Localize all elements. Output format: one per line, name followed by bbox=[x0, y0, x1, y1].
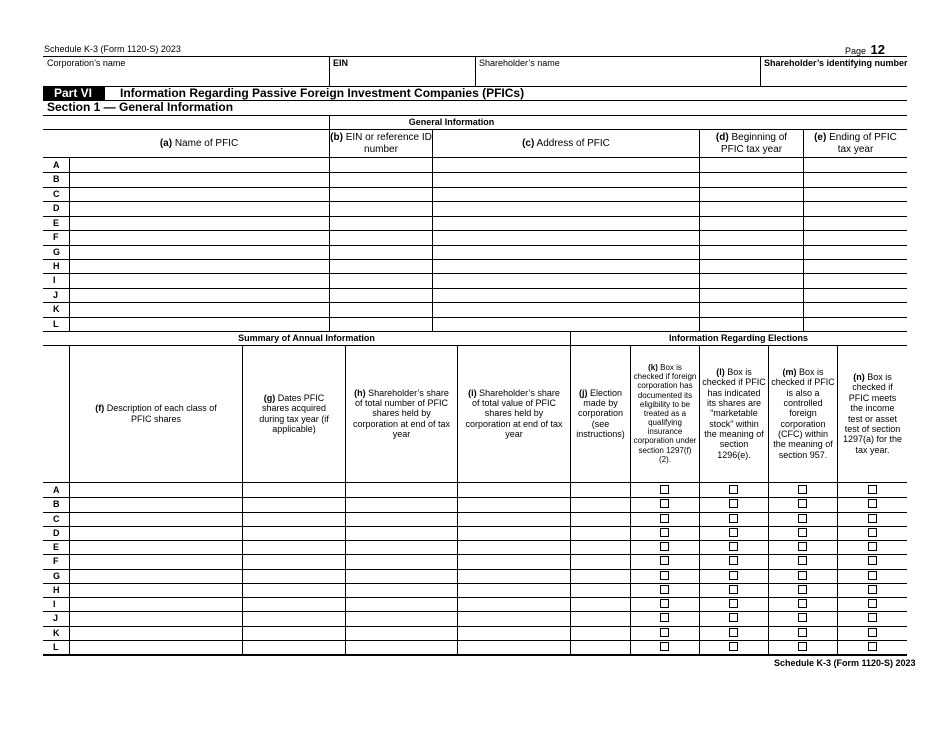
shareholder-id-input[interactable] bbox=[763, 69, 907, 85]
pfic-address-input[interactable] bbox=[433, 246, 697, 257]
pfic-begin-year-input[interactable] bbox=[700, 260, 801, 271]
share-count-input[interactable] bbox=[346, 541, 455, 552]
pfic-ein-input[interactable] bbox=[330, 202, 430, 213]
share-value-input[interactable] bbox=[458, 570, 568, 581]
gi-row-label: J bbox=[53, 289, 59, 300]
marketable-stock-checkbox[interactable] bbox=[729, 542, 738, 551]
col-f-header: (f) Description of each class of PFIC shares bbox=[95, 403, 217, 424]
income-asset-test-checkbox[interactable] bbox=[868, 571, 877, 580]
pfic-begin-year-input[interactable] bbox=[700, 173, 801, 184]
pfic-ein-input[interactable] bbox=[330, 318, 430, 329]
dates-acquired-input[interactable] bbox=[243, 527, 343, 538]
pfic-end-year-input[interactable] bbox=[804, 246, 905, 257]
general-info-heading: General Information bbox=[408, 117, 495, 128]
share-class-desc-input[interactable] bbox=[70, 612, 240, 623]
cfc-checkbox[interactable] bbox=[798, 628, 807, 637]
pfic-begin-year-input[interactable] bbox=[700, 188, 801, 199]
dates-acquired-input[interactable] bbox=[243, 641, 343, 652]
pfic-ein-input[interactable] bbox=[330, 303, 430, 314]
income-asset-test-checkbox[interactable] bbox=[868, 542, 877, 551]
pfic-begin-year-input[interactable] bbox=[700, 217, 801, 228]
pfic-begin-year-input[interactable] bbox=[700, 289, 801, 300]
dates-acquired-input[interactable] bbox=[243, 484, 343, 495]
dates-acquired-input[interactable] bbox=[243, 598, 343, 609]
pfic-address-input[interactable] bbox=[433, 260, 697, 271]
col-b-header: (b) EIN or reference ID number bbox=[330, 132, 432, 155]
share-count-input[interactable] bbox=[346, 570, 455, 581]
pfic-name-input[interactable] bbox=[70, 274, 327, 285]
page-label: Page bbox=[845, 46, 867, 56]
marketable-stock-checkbox[interactable] bbox=[729, 528, 738, 537]
share-class-desc-input[interactable] bbox=[70, 513, 240, 524]
pfic-address-input[interactable] bbox=[433, 289, 697, 300]
income-asset-test-checkbox[interactable] bbox=[868, 485, 877, 494]
pfic-ein-input[interactable] bbox=[330, 188, 430, 199]
col-a-header: (a) Name of PFIC bbox=[159, 137, 239, 149]
pfic-begin-year-input[interactable] bbox=[700, 246, 801, 257]
share-value-input[interactable] bbox=[458, 527, 568, 538]
summary-row-label: B bbox=[53, 499, 60, 510]
share-count-input[interactable] bbox=[346, 484, 455, 495]
qic-checkbox[interactable] bbox=[660, 514, 669, 523]
pfic-end-year-input[interactable] bbox=[804, 260, 905, 271]
col-j-header: (j) Election made by corporation (see instructions) bbox=[576, 387, 625, 440]
share-count-input[interactable] bbox=[346, 641, 455, 652]
gi-row-label: D bbox=[53, 203, 60, 214]
corporation-name-input[interactable] bbox=[46, 69, 329, 85]
corporation-name-label: Corporation’s name bbox=[47, 58, 126, 68]
pfic-address-input[interactable] bbox=[433, 159, 697, 170]
col-l-header: (l) Box is checked if PFIC has indicated its shares are “marketable stock” within the meaning of section 1296(e). bbox=[702, 366, 766, 460]
qic-checkbox[interactable] bbox=[660, 528, 669, 537]
marketable-stock-checkbox[interactable] bbox=[729, 642, 738, 651]
ein-label: EIN bbox=[333, 58, 349, 68]
ein-input[interactable] bbox=[332, 69, 475, 85]
share-class-desc-input[interactable] bbox=[70, 527, 240, 538]
pfic-ein-input[interactable] bbox=[330, 260, 430, 271]
election-input[interactable] bbox=[571, 612, 628, 623]
election-input[interactable] bbox=[571, 584, 628, 595]
pfic-name-input[interactable] bbox=[70, 303, 327, 314]
share-value-input[interactable] bbox=[458, 513, 568, 524]
share-count-input[interactable] bbox=[346, 627, 455, 638]
pfic-begin-year-input[interactable] bbox=[700, 274, 801, 285]
share-count-input[interactable] bbox=[346, 584, 455, 595]
pfic-name-input[interactable] bbox=[70, 260, 327, 271]
col-h-header: (h) Shareholder’s share of total number of PFIC shares held by corporation at end of tax year bbox=[352, 387, 451, 440]
marketable-stock-checkbox[interactable] bbox=[729, 628, 738, 637]
election-input[interactable] bbox=[571, 598, 628, 609]
elections-heading: Information Regarding Elections bbox=[668, 333, 808, 344]
gi-row-label: H bbox=[53, 260, 60, 271]
summary-row-label: C bbox=[53, 513, 60, 524]
marketable-stock-checkbox[interactable] bbox=[729, 485, 738, 494]
col-g-header: (g) Dates PFIC shares acquired during tax year (if applicable) bbox=[259, 392, 329, 434]
share-class-desc-input[interactable] bbox=[70, 584, 240, 595]
pfic-end-year-input[interactable] bbox=[804, 188, 905, 199]
pfic-name-input[interactable] bbox=[70, 318, 327, 329]
marketable-stock-checkbox[interactable] bbox=[729, 585, 738, 594]
marketable-stock-checkbox[interactable] bbox=[729, 514, 738, 523]
election-input[interactable] bbox=[571, 484, 628, 495]
share-count-input[interactable] bbox=[346, 612, 455, 623]
share-class-desc-input[interactable] bbox=[70, 555, 240, 566]
qic-checkbox[interactable] bbox=[660, 571, 669, 580]
summary-heading: Summary of Annual Information bbox=[238, 333, 375, 344]
col-e-header: (e) Ending of PFIC tax year bbox=[814, 132, 897, 155]
cfc-checkbox[interactable] bbox=[798, 499, 807, 508]
pfic-name-input[interactable] bbox=[70, 246, 327, 257]
gi-row-label: L bbox=[53, 318, 59, 329]
pfic-ein-input[interactable] bbox=[330, 231, 430, 242]
part-label: Part VI bbox=[43, 87, 105, 100]
election-input[interactable] bbox=[571, 527, 628, 538]
gi-row-label: I bbox=[53, 275, 56, 286]
share-value-input[interactable] bbox=[458, 555, 568, 566]
pfic-begin-year-input[interactable] bbox=[700, 159, 801, 170]
qic-checkbox[interactable] bbox=[660, 613, 669, 622]
qic-checkbox[interactable] bbox=[660, 542, 669, 551]
election-input[interactable] bbox=[571, 541, 628, 552]
summary-row-label: J bbox=[53, 613, 59, 624]
qic-checkbox[interactable] bbox=[660, 585, 669, 594]
pfic-ein-input[interactable] bbox=[330, 217, 430, 228]
qic-checkbox[interactable] bbox=[660, 499, 669, 508]
gi-row-label: C bbox=[53, 188, 60, 199]
qic-checkbox[interactable] bbox=[660, 628, 669, 637]
pfic-ein-input[interactable] bbox=[330, 246, 430, 257]
share-value-input[interactable] bbox=[458, 612, 568, 623]
election-input[interactable] bbox=[571, 641, 628, 652]
share-count-input[interactable] bbox=[346, 498, 455, 509]
col-c-header: (c) Address of PFIC bbox=[522, 137, 610, 149]
pfic-address-input[interactable] bbox=[433, 318, 697, 329]
pfic-ein-input[interactable] bbox=[330, 289, 430, 300]
summary-row-label: G bbox=[53, 570, 61, 581]
dates-acquired-input[interactable] bbox=[243, 612, 343, 623]
col-i-header: (i) Shareholder’s share of total value of PFIC shares held by corporation at end of tax year bbox=[465, 387, 563, 440]
cfc-checkbox[interactable] bbox=[798, 556, 807, 565]
pfic-name-input[interactable] bbox=[70, 289, 327, 300]
cfc-checkbox[interactable] bbox=[798, 485, 807, 494]
gi-row-label: B bbox=[53, 174, 60, 185]
share-class-desc-input[interactable] bbox=[70, 541, 240, 552]
share-count-input[interactable] bbox=[346, 555, 455, 566]
dates-acquired-input[interactable] bbox=[243, 584, 343, 595]
col-m-header: (m) Box is checked if PFIC is also a controlled foreign corporation (CFC) within the meaning of section 957. bbox=[771, 366, 835, 460]
summary-row-label: K bbox=[53, 627, 60, 638]
gi-row-label: A bbox=[53, 160, 60, 170]
cfc-checkbox[interactable] bbox=[798, 571, 807, 580]
election-input[interactable] bbox=[571, 555, 628, 566]
col-d-header: (d) Beginning of PFIC tax year bbox=[715, 132, 788, 155]
share-value-input[interactable] bbox=[458, 641, 568, 652]
share-value-input[interactable] bbox=[458, 541, 568, 552]
share-value-input[interactable] bbox=[458, 498, 568, 509]
income-asset-test-checkbox[interactable] bbox=[868, 556, 877, 565]
dates-acquired-input[interactable] bbox=[243, 498, 343, 509]
cfc-checkbox[interactable] bbox=[798, 613, 807, 622]
pfic-end-year-input[interactable] bbox=[804, 159, 905, 170]
pfic-begin-year-input[interactable] bbox=[700, 231, 801, 242]
pfic-begin-year-input[interactable] bbox=[700, 303, 801, 314]
gi-row-label: F bbox=[53, 232, 59, 243]
dates-acquired-input[interactable] bbox=[243, 570, 343, 581]
gi-row-label: G bbox=[53, 246, 61, 257]
cfc-checkbox[interactable] bbox=[798, 642, 807, 651]
qic-checkbox[interactable] bbox=[660, 599, 669, 608]
marketable-stock-checkbox[interactable] bbox=[729, 571, 738, 580]
income-asset-test-checkbox[interactable] bbox=[868, 642, 877, 651]
income-asset-test-checkbox[interactable] bbox=[868, 514, 877, 523]
share-value-input[interactable] bbox=[458, 627, 568, 638]
pfic-end-year-input[interactable] bbox=[804, 289, 905, 300]
shareholder-id-label: Shareholder’s identifying number bbox=[764, 58, 908, 68]
section-title: Section 1 — General Information bbox=[47, 100, 234, 114]
pfic-name-input[interactable] bbox=[70, 188, 327, 199]
share-count-input[interactable] bbox=[346, 598, 455, 609]
gi-row-label: K bbox=[53, 304, 60, 315]
share-count-input[interactable] bbox=[346, 527, 455, 538]
election-input[interactable] bbox=[571, 627, 628, 638]
income-asset-test-checkbox[interactable] bbox=[868, 499, 877, 508]
pfic-end-year-input[interactable] bbox=[804, 318, 905, 329]
qic-checkbox[interactable] bbox=[660, 556, 669, 565]
pfic-address-input[interactable] bbox=[433, 303, 697, 314]
pfic-end-year-input[interactable] bbox=[804, 202, 905, 213]
pfic-begin-year-input[interactable] bbox=[700, 318, 801, 329]
pfic-end-year-input[interactable] bbox=[804, 303, 905, 314]
summary-row-label: L bbox=[53, 641, 59, 652]
share-value-input[interactable] bbox=[458, 584, 568, 595]
qic-checkbox[interactable] bbox=[660, 642, 669, 651]
cfc-checkbox[interactable] bbox=[798, 542, 807, 551]
pfic-end-year-input[interactable] bbox=[804, 274, 905, 285]
share-class-desc-input[interactable] bbox=[70, 627, 240, 638]
share-class-desc-input[interactable] bbox=[70, 570, 240, 581]
pfic-address-input[interactable] bbox=[433, 274, 697, 285]
summary-row-label: I bbox=[53, 599, 56, 609]
gi-row-label: E bbox=[53, 217, 60, 228]
cfc-checkbox[interactable] bbox=[798, 599, 807, 608]
share-class-desc-input[interactable] bbox=[70, 598, 240, 609]
share-value-input[interactable] bbox=[458, 598, 568, 609]
summary-row-label: F bbox=[53, 556, 59, 567]
qic-checkbox[interactable] bbox=[660, 485, 669, 494]
dates-acquired-input[interactable] bbox=[243, 627, 343, 638]
share-class-desc-input[interactable] bbox=[70, 498, 240, 509]
col-n-header: (n) Box is checked if PFIC meets the income test or asset test of section 1297(a) for the tax year. bbox=[842, 372, 903, 455]
cfc-checkbox[interactable] bbox=[798, 514, 807, 523]
marketable-stock-checkbox[interactable] bbox=[729, 556, 738, 565]
election-input[interactable] bbox=[571, 570, 628, 581]
cfc-checkbox[interactable] bbox=[798, 528, 807, 537]
pfic-begin-year-input[interactable] bbox=[700, 202, 801, 213]
pfic-address-input[interactable] bbox=[433, 202, 697, 213]
income-asset-test-checkbox[interactable] bbox=[868, 599, 877, 608]
share-value-input[interactable] bbox=[458, 484, 568, 495]
pfic-name-input[interactable] bbox=[70, 202, 327, 213]
cfc-checkbox[interactable] bbox=[798, 585, 807, 594]
page-number: 12 bbox=[870, 42, 885, 57]
pfic-end-year-input[interactable] bbox=[804, 173, 905, 184]
pfic-ein-input[interactable] bbox=[330, 159, 430, 170]
pfic-ein-input[interactable] bbox=[330, 173, 430, 184]
pfic-ein-input[interactable] bbox=[330, 274, 430, 285]
pfic-address-input[interactable] bbox=[433, 217, 697, 228]
income-asset-test-checkbox[interactable] bbox=[868, 628, 877, 637]
pfic-name-input[interactable] bbox=[70, 231, 327, 242]
summary-row-label: E bbox=[53, 542, 60, 552]
income-asset-test-checkbox[interactable] bbox=[868, 613, 877, 622]
pfic-end-year-input[interactable] bbox=[804, 217, 905, 228]
part-title: Information Regarding Passive Foreign Investment Companies (PFICs) bbox=[120, 86, 525, 100]
summary-row-label: H bbox=[53, 584, 60, 595]
dates-acquired-input[interactable] bbox=[243, 541, 343, 552]
election-input[interactable] bbox=[571, 513, 628, 524]
shareholder-name-label: Shareholder’s name bbox=[479, 58, 560, 68]
income-asset-test-checkbox[interactable] bbox=[868, 585, 877, 594]
share-class-desc-input[interactable] bbox=[70, 641, 240, 652]
income-asset-test-checkbox[interactable] bbox=[868, 528, 877, 537]
marketable-stock-checkbox[interactable] bbox=[729, 499, 738, 508]
marketable-stock-checkbox[interactable] bbox=[729, 599, 738, 608]
pfic-address-input[interactable] bbox=[433, 188, 697, 199]
pfic-address-input[interactable] bbox=[433, 231, 697, 242]
pfic-address-input[interactable] bbox=[433, 173, 697, 184]
share-count-input[interactable] bbox=[346, 513, 455, 524]
pfic-name-input[interactable] bbox=[70, 173, 327, 184]
share-class-desc-input[interactable] bbox=[70, 484, 240, 495]
dates-acquired-input[interactable] bbox=[243, 555, 343, 566]
form-name: Schedule K-3 (Form 1120-S) 2023 bbox=[44, 44, 181, 54]
pfic-name-input[interactable] bbox=[70, 159, 327, 170]
election-input[interactable] bbox=[571, 498, 628, 509]
pfic-name-input[interactable] bbox=[70, 217, 327, 228]
pfic-end-year-input[interactable] bbox=[804, 231, 905, 242]
summary-row-label: D bbox=[53, 527, 60, 538]
footer-form-name: Schedule K-3 (Form 1120-S) 2023 bbox=[774, 658, 916, 668]
col-k-header: (k) Box is checked if foreign corporation has documented its eligibility to be treated as a qualifying insurance corporation under section 1297(f)(2). bbox=[633, 362, 697, 464]
summary-row-label: A bbox=[53, 485, 60, 495]
marketable-stock-checkbox[interactable] bbox=[729, 613, 738, 622]
dates-acquired-input[interactable] bbox=[243, 513, 343, 524]
shareholder-name-input[interactable] bbox=[478, 69, 760, 85]
